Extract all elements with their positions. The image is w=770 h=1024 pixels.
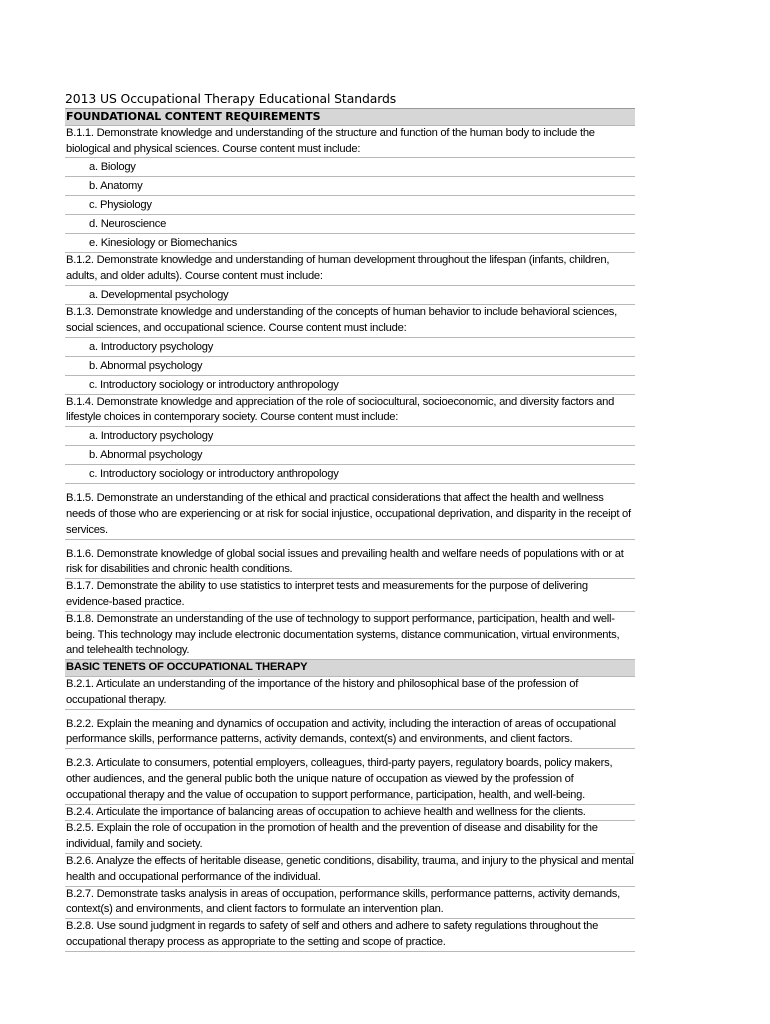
course-item-introductory-psychology: a. Introductory psychology: [65, 338, 635, 357]
standard-b-1-7: B.1.7. Demonstrate the ability to use statistics to interpret tests and measurements for the purpose of delivering evidence-based practice.: [65, 579, 635, 612]
course-item-sociology: c. Introductory sociology or introductory anthropology: [65, 465, 635, 484]
course-item-sociology: c. Introductory sociology or introductory anthropology: [65, 376, 635, 395]
standard-b-1-4: B.1.4. Demonstrate knowledge and appreciation of the role of sociocultural, socioeconomic, and diversity factors and lifestyle choices in contemporary society. Course content must include:: [65, 395, 635, 428]
standard-b-1-3: B.1.3. Demonstrate knowledge and understanding of the concepts of human behavior to include behavioral sciences, social sciences, and occupational science. Course content must include:: [65, 305, 635, 338]
standards-table: [65, 108, 635, 952]
standard-b-1-2: B.1.2. Demonstrate knowledge and understanding of human development throughout the lifespan (infants, children, adults, and older adults). Course content must include:: [65, 253, 635, 286]
standard-b-1-8: B.1.8. Demonstrate an understanding of the use of technology to support performance, participation, health and well-being. This technology may include electronic documentation systems, distance communication, virtual environments, and telehealth technology.: [65, 612, 635, 660]
course-item-developmental-psychology: a. Developmental psychology: [65, 286, 635, 305]
standard-b-2-6: B.2.6. Analyze the effects of heritable disease, genetic conditions, disability, trauma, and injury to the physical and mental health and occupational performance of the individual.: [65, 854, 635, 887]
course-item-introductory-psychology: a. Introductory psychology: [65, 427, 635, 446]
standard-b-2-7: B.2.7. Demonstrate tasks analysis in areas of occupation, performance skills, performance patterns, activity demands, context(s) and environments, and client factors to formulate an intervention plan.: [65, 887, 635, 920]
standard-b-2-4: B.2.4. Articulate the importance of balancing areas of occupation to achieve health and wellness for the clients.: [65, 805, 635, 822]
standard-b-2-1: B.2.1. Articulate an understanding of the importance of the history and philosophical base of the profession of occupational therapy.: [65, 677, 635, 710]
course-item-kinesiology: e. Kinesiology or Biomechanics: [65, 234, 635, 253]
standard-b-2-5: B.2.5. Explain the role of occupation in the promotion of health and the prevention of disease and disability for the individual, family and society.: [65, 821, 635, 854]
standard-b-1-6: B.1.6. Demonstrate knowledge of global social issues and prevailing health and welfare needs of populations with or at risk for disabilities and chronic health conditions.: [65, 540, 635, 580]
document-title: 2013 US Occupational Therapy Educational Standards: [65, 91, 397, 106]
course-item-physiology: c. Physiology: [65, 196, 635, 215]
standard-b-2-8: B.2.8. Use sound judgment in regards to safety of self and others and adhere to safety regulations throughout the occupational therapy process as appropriate to the setting and scope of practice.: [65, 919, 635, 952]
standard-b-2-2: B.2.2. Explain the meaning and dynamics of occupation and activity, including the interaction of areas of occupational performance skills, performance patterns, activity demands, context(s) and environments, and client factors.: [65, 710, 635, 750]
section-heading-foundational: FOUNDATIONAL CONTENT REQUIREMENTS: [65, 109, 635, 126]
standard-b-1-5: B.1.5. Demonstrate an understanding of the ethical and practical considerations that affect the health and wellness needs of those who are experiencing or at risk for social injustice, occupational deprivation, and disparity in the receipt of services.: [65, 484, 635, 539]
course-item-anatomy: b. Anatomy: [65, 177, 635, 196]
standard-b-2-3: B.2.3. Articulate to consumers, potential employers, colleagues, third-party payers, regulatory boards, policy makers, other audiences, and the general public both the unique nature of occupation as viewed by the profession of occupational therapy and the value of occupation to support performance, participation, health, and well-being.: [65, 749, 635, 804]
course-item-abnormal-psychology: b. Abnormal psychology: [65, 357, 635, 376]
document-page: [65, 90, 635, 952]
course-item-neuroscience: d. Neuroscience: [65, 215, 635, 234]
course-item-biology: a. Biology: [65, 158, 635, 177]
section-heading-basic-tenets: BASIC TENETS OF OCCUPATIONAL THERAPY: [65, 660, 635, 677]
course-item-abnormal-psychology: b. Abnormal psychology: [65, 446, 635, 465]
standard-b-1-1: B.1.1. Demonstrate knowledge and understanding of the structure and function of the human body to include the biological and physical sciences. Course content must include:: [65, 126, 635, 159]
